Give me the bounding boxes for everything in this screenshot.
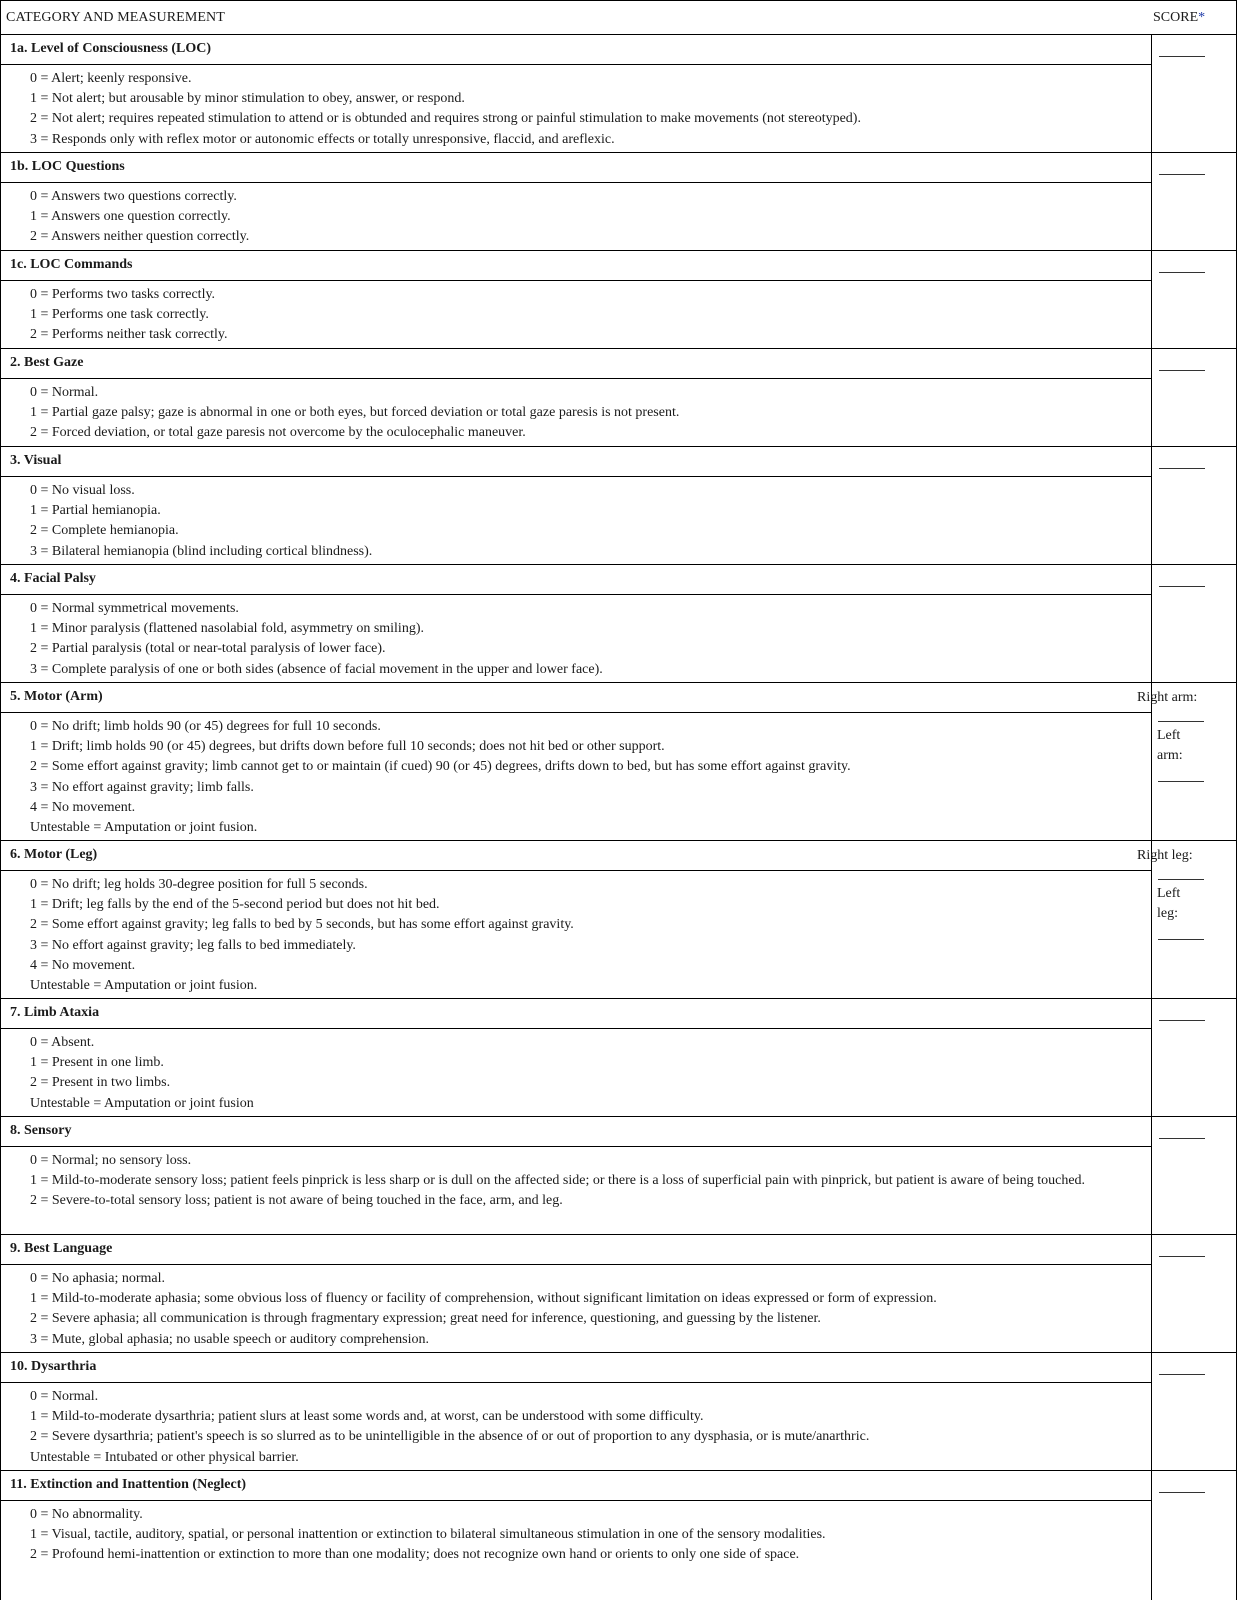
- criteria-item: 0 = Alert; keenly responsive.: [30, 71, 192, 86]
- criteria-item: 0 = No drift; limb holds 90 (or 45) degrees for full 10 seconds.: [30, 719, 381, 734]
- category-header: CATEGORY AND MEASUREMENT: [6, 10, 225, 25]
- section-title-divider: [0, 1028, 1151, 1029]
- criteria-item: 0 = Performs two tasks correctly.: [30, 287, 216, 302]
- criteria-item: 1 = Present in one limb.: [30, 1055, 164, 1071]
- criteria-item: 2 = Severe dysarthria; patient's speech is so slurred as to be unintelligible in the absence of or out of proportion to any dysphasia, or is mute/anarthric.: [30, 1429, 870, 1445]
- score-blank-line[interactable]: [1159, 174, 1205, 175]
- criteria-item: Untestable = Amputation or joint fusion.: [30, 978, 258, 994]
- section-title-divider: [0, 64, 1151, 65]
- score-blank-line[interactable]: [1158, 939, 1204, 940]
- section-title-divider: [0, 870, 1151, 871]
- score-blank-line[interactable]: [1159, 272, 1205, 273]
- section-title: 9. Best Language: [10, 1241, 113, 1256]
- section-7: [0, 683, 1237, 841]
- section-title: 11. Extinction and Inattention (Neglect): [10, 1477, 247, 1492]
- criteria-list: [30, 599, 1142, 680]
- criteria-item: 4 = No movement.: [30, 799, 136, 815]
- section-13: [0, 1471, 1237, 1600]
- table-header: [0, 0, 1237, 35]
- score-sublabel: Left: [1157, 728, 1181, 743]
- section-title: 5. Motor (Arm): [10, 689, 103, 704]
- score-sublabel: leg:: [1157, 906, 1178, 921]
- score-header: SCORE*: [1153, 10, 1206, 25]
- criteria-item: 0 = No abnormality.: [30, 1507, 143, 1522]
- criteria-item: 1 = Partial gaze palsy; gaze is abnormal in one or both eyes, but forced deviation or total gaze paresis is not present.: [30, 405, 680, 421]
- score-blank-line[interactable]: [1159, 1020, 1205, 1021]
- criteria-item: 1 = Drift; leg falls by the end of the 5-second period but does not hit bed.: [30, 897, 440, 913]
- criteria-item: 2 = Forced deviation, or total gaze paresis not overcome by the oculocephalic maneuver.: [30, 425, 526, 441]
- criteria-item: 2 = Profound hemi-inattention or extinction to more than one modality; does not recognize own hand or orients to only one side of space.: [30, 1547, 800, 1563]
- score-blank-line[interactable]: [1159, 1374, 1205, 1375]
- criteria-item: 3 = No effort against gravity; limb falls.: [30, 779, 254, 795]
- section-title: 8. Sensory: [10, 1123, 72, 1138]
- criteria-item: 1 = Performs one task correctly.: [30, 307, 209, 323]
- criteria-item: 1 = Mild-to-moderate aphasia; some obvious loss of fluency or facility of comprehension, without significant limitation on ideas expressed or form of expression.: [30, 1291, 937, 1307]
- score-blank-line[interactable]: [1159, 586, 1205, 587]
- criteria-item: 4 = No movement.: [30, 957, 136, 973]
- criteria-item: 3 = No effort against gravity; leg falls to bed immediately.: [30, 937, 356, 953]
- section-title-divider: [0, 1500, 1151, 1501]
- criteria-item: 2 = Severe-to-total sensory loss; patient is not aware of being touched in the face, arm, and leg.: [30, 1193, 563, 1209]
- section-3: [0, 251, 1237, 349]
- criteria-list: [30, 481, 1142, 562]
- criteria-item: 0 = Normal.: [30, 385, 99, 400]
- section-4: [0, 349, 1237, 447]
- criteria-item: 0 = Answers two questions correctly.: [30, 189, 237, 204]
- criteria-list: [30, 1033, 1142, 1114]
- criteria-item: 2 = Some effort against gravity; leg falls to bed by 5 seconds, but has some effort against gravity.: [30, 917, 574, 933]
- criteria-item: 3 = Mute, global aphasia; no usable speech or auditory comprehension.: [30, 1331, 430, 1347]
- criteria-item: 3 = Responds only with reflex motor or autonomic effects or totally unresponsive, flaccid, and areflexic.: [30, 131, 615, 147]
- criteria-item: Untestable = Amputation or joint fusion.: [30, 820, 258, 836]
- criteria-item: 2 = Present in two limbs.: [30, 1075, 171, 1091]
- criteria-list: [30, 875, 1142, 996]
- criteria-item: 1 = Drift; limb holds 90 (or 45) degrees, but drifts down before full 10 seconds; does not hit bed or other support.: [30, 739, 665, 755]
- score-asterisk: *: [1198, 10, 1206, 25]
- score-sublabel: arm:: [1157, 748, 1183, 763]
- score-sublabel: Right leg:: [1137, 848, 1193, 863]
- section-title-divider: [0, 712, 1151, 713]
- section-title: 10. Dysarthria: [10, 1359, 97, 1374]
- criteria-item: 0 = No drift; leg holds 30-degree position for full 5 seconds.: [30, 877, 368, 892]
- criteria-item: 1 = Minor paralysis (flattened nasolabial fold, asymmetry on smiling).: [30, 621, 424, 637]
- criteria-list: [30, 383, 1142, 444]
- score-sublabel: Right arm:: [1137, 690, 1198, 705]
- score-blank-line[interactable]: [1158, 781, 1204, 782]
- criteria-list: [30, 1387, 1142, 1468]
- section-12: [0, 1353, 1237, 1471]
- criteria-item: 0 = No visual loss.: [30, 483, 135, 498]
- score-blank-line[interactable]: [1159, 1492, 1205, 1493]
- criteria-item: 2 = Partial paralysis (total or near-total paralysis of lower face).: [30, 641, 386, 657]
- section-title: 3. Visual: [10, 453, 62, 468]
- criteria-item: 0 = Normal.: [30, 1389, 99, 1404]
- score-sublabel: Left: [1157, 886, 1181, 901]
- section-6: [0, 565, 1237, 683]
- score-blank-line[interactable]: [1158, 721, 1204, 722]
- criteria-list: [30, 69, 1142, 150]
- criteria-list: [30, 187, 1142, 248]
- score-blank-line[interactable]: [1159, 1138, 1205, 1139]
- criteria-item: 0 = Absent.: [30, 1035, 95, 1050]
- criteria-list: [30, 1151, 1142, 1212]
- score-blank-line[interactable]: [1159, 370, 1205, 371]
- score-blank-line[interactable]: [1159, 1256, 1205, 1257]
- score-blank-line[interactable]: [1159, 468, 1205, 469]
- criteria-item: 2 = Performs neither task correctly.: [30, 327, 228, 343]
- section-title-divider: [0, 182, 1151, 183]
- section-11: [0, 1235, 1237, 1353]
- section-title: 7. Limb Ataxia: [10, 1005, 100, 1020]
- section-title: 1b. LOC Questions: [10, 159, 125, 174]
- criteria-item: 1 = Not alert; but arousable by minor stimulation to obey, answer, or respond.: [30, 91, 465, 107]
- criteria-item: 0 = Normal; no sensory loss.: [30, 1153, 192, 1168]
- section-title: 1a. Level of Consciousness (LOC): [10, 41, 212, 56]
- criteria-item: 0 = Normal symmetrical movements.: [30, 601, 239, 616]
- section-8: [0, 841, 1237, 999]
- criteria-item: 2 = Some effort against gravity; limb cannot get to or maintain (if cued) 90 (or 45) degrees, drifts down to bed, but has some effort against gravity.: [30, 759, 851, 775]
- criteria-item: 0 = No aphasia; normal.: [30, 1271, 166, 1286]
- criteria-item: 1 = Mild-to-moderate sensory loss; patient feels pinprick is less sharp or is dull on the affected side; or there is a loss of superficial pain with pinprick, but patient is aware of being touched.: [30, 1173, 1086, 1189]
- criteria-list: [30, 1505, 1142, 1566]
- section-title-divider: [0, 280, 1151, 281]
- criteria-item: Untestable = Intubated or other physical barrier.: [30, 1449, 299, 1465]
- criteria-item: 2 = Complete hemianopia.: [30, 523, 179, 539]
- criteria-item: 1 = Answers one question correctly.: [30, 209, 231, 225]
- criteria-item: 3 = Bilateral hemianopia (blind including cortical blindness).: [30, 543, 373, 559]
- criteria-item: 1 = Partial hemianopia.: [30, 503, 161, 519]
- criteria-item: 2 = Answers neither question correctly.: [30, 229, 250, 245]
- section-title-divider: [0, 594, 1151, 595]
- criteria-item: 1 = Visual, tactile, auditory, spatial, or personal inattention or extinction to bilateral simultaneous stimulation in one of the sensory modalities.: [30, 1527, 826, 1543]
- section-title-divider: [0, 476, 1151, 477]
- score-blank-line[interactable]: [1158, 879, 1204, 880]
- section-title-divider: [0, 1146, 1151, 1147]
- criteria-list: [30, 285, 1142, 346]
- section-10: [0, 1117, 1237, 1235]
- section-9: [0, 999, 1237, 1117]
- section-title-divider: [0, 378, 1151, 379]
- criteria-item: 3 = Complete paralysis of one or both sides (absence of facial movement in the upper and lower face).: [30, 661, 603, 677]
- section-title: 4. Facial Palsy: [10, 571, 96, 586]
- section-title-divider: [0, 1382, 1151, 1383]
- criteria-list: [30, 717, 1142, 838]
- criteria-item: Untestable = Amputation or joint fusion: [30, 1095, 254, 1111]
- section-1: [0, 35, 1237, 153]
- section-5: [0, 447, 1237, 565]
- score-blank-line[interactable]: [1159, 56, 1205, 57]
- section-title: 1c. LOC Commands: [10, 257, 133, 272]
- section-title: 6. Motor (Leg): [10, 847, 98, 862]
- criteria-item: 1 = Mild-to-moderate dysarthria; patient slurs at least some words and, at worst, can be understood with some difficulty.: [30, 1409, 704, 1425]
- criteria-list: [30, 1269, 1142, 1350]
- section-title: 2. Best Gaze: [10, 355, 84, 370]
- section-2: [0, 153, 1237, 251]
- section-title-divider: [0, 1264, 1151, 1265]
- criteria-item: 2 = Not alert; requires repeated stimulation to attend or is obtunded and requires strong or painful stimulation to make movements (not stereotyped).: [30, 111, 861, 127]
- criteria-item: 2 = Severe aphasia; all communication is through fragmentary expression; great need for inference, questioning, and guessing by the listener.: [30, 1311, 821, 1327]
